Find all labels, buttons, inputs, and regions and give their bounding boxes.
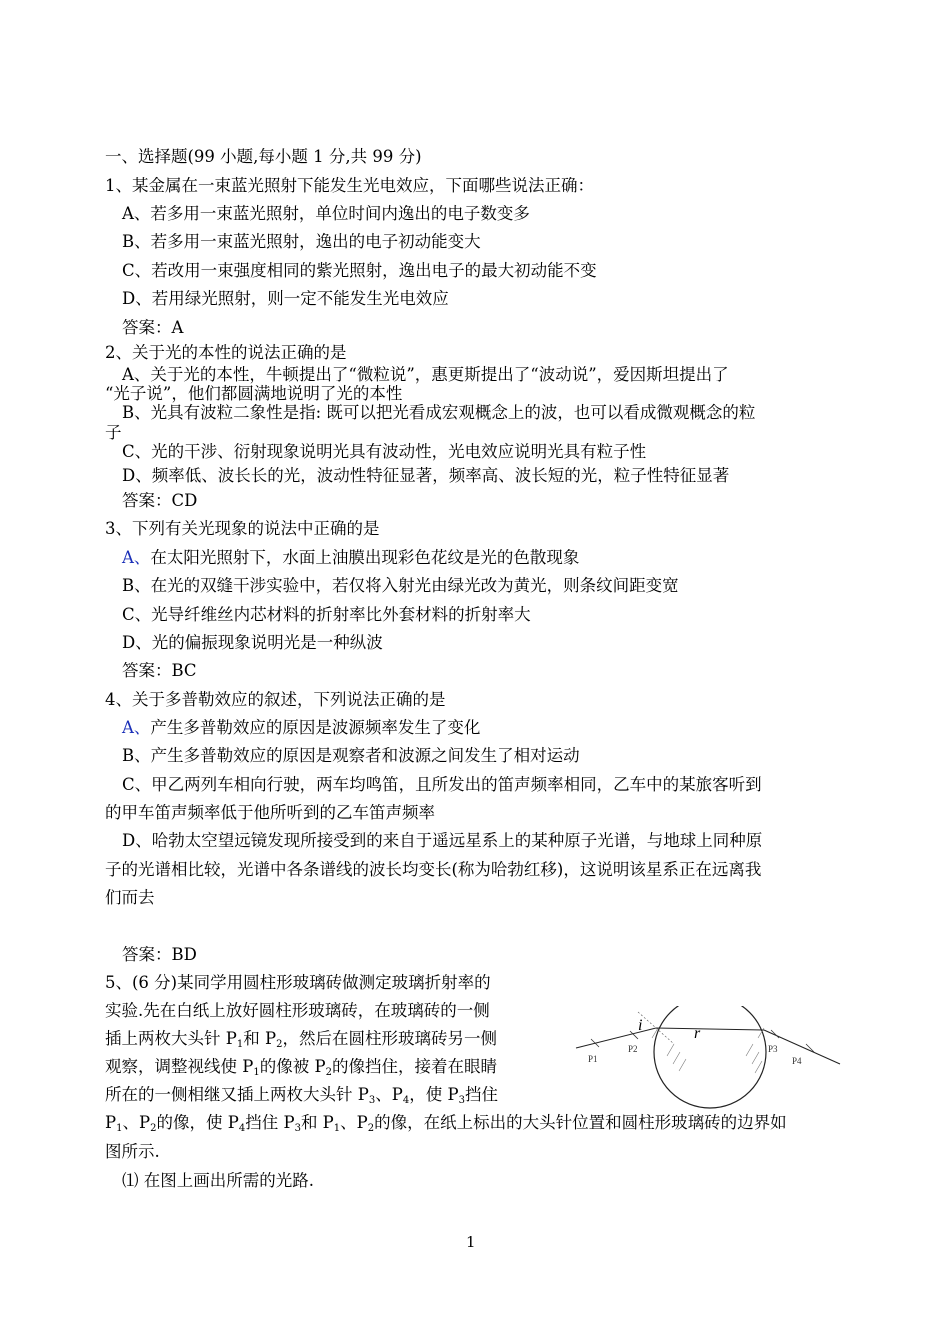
section-title: 一、选择题(99 小题,每小题 1 分,共 99 分) [105, 147, 422, 166]
q5-line1: 5、(6 分)某同学用圆柱形玻璃砖做测定玻璃折射率的 [105, 973, 491, 992]
q2-option-b-line1: B、光具有波粒二象性是指: 既可以把光看成宏观概念上的波，也可以看成微观概念的粒 [122, 403, 756, 422]
q1-option-c: C、若改用一束强度相同的紫光照射，逸出电子的最大初动能不变 [122, 261, 597, 280]
q1-option-a: A、若多用一束蓝光照射，单位时间内逸出的电子数变多 [122, 204, 530, 223]
angle-r-label: r [694, 1025, 701, 1042]
q2-option-c: C、光的干涉、衍射现象说明光具有波动性，光电效应说明光具有粒子性 [122, 442, 647, 461]
q5-line7: 图所示. [105, 1142, 160, 1161]
q5-line3: 插上两枚大头针 $P_1$和 $P_2$，然后在圆柱形玻璃砖另一侧 [105, 1029, 497, 1050]
q2-answer: 答案：CD [122, 491, 198, 510]
q5-line4: 观察，调整视线使 $P_1$的像被 $P_2$的像挡住，接着在眼睛 [105, 1057, 497, 1078]
pin-p3-label: P3 [768, 1044, 778, 1054]
q3-option-d: D、光的偏振现象说明光是一种纵波 [122, 633, 383, 652]
q4-option-c-line2: 的甲车笛声频率低于他所听到的乙车笛声频率 [105, 803, 435, 822]
q1-stem: 1、某金属在一束蓝光照射下能发生光电效应，下面哪些说法正确： [105, 176, 594, 195]
q4-option-a [122, 717, 480, 739]
glass-cylinder-boundary [654, 1006, 766, 1108]
page-number: 1 [466, 1233, 476, 1251]
q2-option-a-line1: A、关于光的本性，牛顿提出了“微粒说”，惠更斯提出了“波动说”，爱因斯坦提出了 [122, 365, 729, 384]
q4-answer: 答案：BD [122, 945, 197, 964]
pin-p4-label: P4 [792, 1056, 802, 1066]
q4-option-d-line2: 子的光谱相比较，光谱中各条谱线的波长均变长(称为哈勃红移)，这说明该星系正在远离我 [105, 860, 762, 879]
incident-ray [576, 1028, 656, 1048]
q1-option-d: D、若用绿光照射，则一定不能发生光电效应 [122, 289, 449, 308]
q3-option-a-text: 在太阳光照射下，水面上油膜出现彩色花纹是光的色散现象 [150, 548, 580, 567]
q5-subquestion-1: ⑴ 在图上画出所需的光路. [122, 1171, 314, 1190]
pin-p1-label: P1 [588, 1054, 598, 1064]
q4-option-a-text: 产生多普勒效应的原因是波源频率发生了变化 [150, 718, 481, 737]
q1-option-b: B、若多用一束蓝光照射，逸出的电子初动能变大 [122, 232, 481, 251]
q5-line2: 实验.先在白纸上放好圆柱形玻璃砖，在玻璃砖的一侧 [105, 1001, 490, 1020]
q4-stem: 4、关于多普勒效应的叙述，下列说法正确的是 [105, 690, 446, 709]
q2-option-a-line2: “光子说”，他们都圆满地说明了光的本性 [105, 384, 403, 403]
q3-option-c: C、光导纤维丝内芯材料的折射率比外套材料的折射率大 [122, 605, 531, 624]
q3-option-a-letter: A、 [122, 548, 151, 567]
q3-option-b: B、在光的双缝干涉实验中，若仅将入射光由绿光改为黄光，则条纹间距变宽 [122, 576, 679, 595]
q3-stem: 3、下列有关光现象的说法中正确的是 [105, 519, 380, 538]
refracted-ray [656, 1028, 764, 1030]
q3-answer: 答案：BC [122, 661, 197, 680]
q5-line6: $P_1$、$P_2$的像，使 $P_4$挡住 $P_3$和 $P_1$、$P_2$的像，在纸上标出的大头针位置和圆柱形玻璃砖的边界如 [105, 1113, 787, 1134]
pin-p2-mark [630, 1031, 638, 1039]
angle-i-label: i [638, 1017, 643, 1034]
q4-option-d-line1: D、哈勃太空望远镜发现所接受到的来自于遥远星系上的某种原子光谱，与地球上同种原 [122, 831, 763, 850]
q5-line5: 所在的一侧相继又插上两枚大头针 $P_3$、$P_4$，使 $P_3$挡住 [105, 1085, 498, 1106]
glass-hatching [652, 1028, 764, 1073]
q3-option-a [122, 547, 579, 569]
q2-stem: 2、关于光的本性的说法正确的是 [105, 343, 347, 362]
q4-option-c-line1: C、甲乙两列车相向行驶，两车均鸣笛，且所发出的笛声频率相同，乙车中的某旅客听到 [122, 775, 762, 794]
pins [591, 1030, 814, 1052]
q4-option-b: B、产生多普勒效应的原因是观察者和波源之间发生了相对运动 [122, 746, 580, 765]
q2-option-d: D、频率低、波长长的光，波动性特征显著，频率高、波长短的光，粒子性特征显著 [122, 466, 730, 485]
q2-option-b-line2: 子 [105, 423, 122, 442]
q4-option-d-line3: 们而去 [105, 888, 155, 907]
q1-answer: 答案：A [122, 318, 184, 337]
q4-option-a-letter: A、 [122, 718, 151, 737]
pin-p2-label: P2 [628, 1044, 638, 1054]
refraction-figure [568, 1006, 850, 1116]
